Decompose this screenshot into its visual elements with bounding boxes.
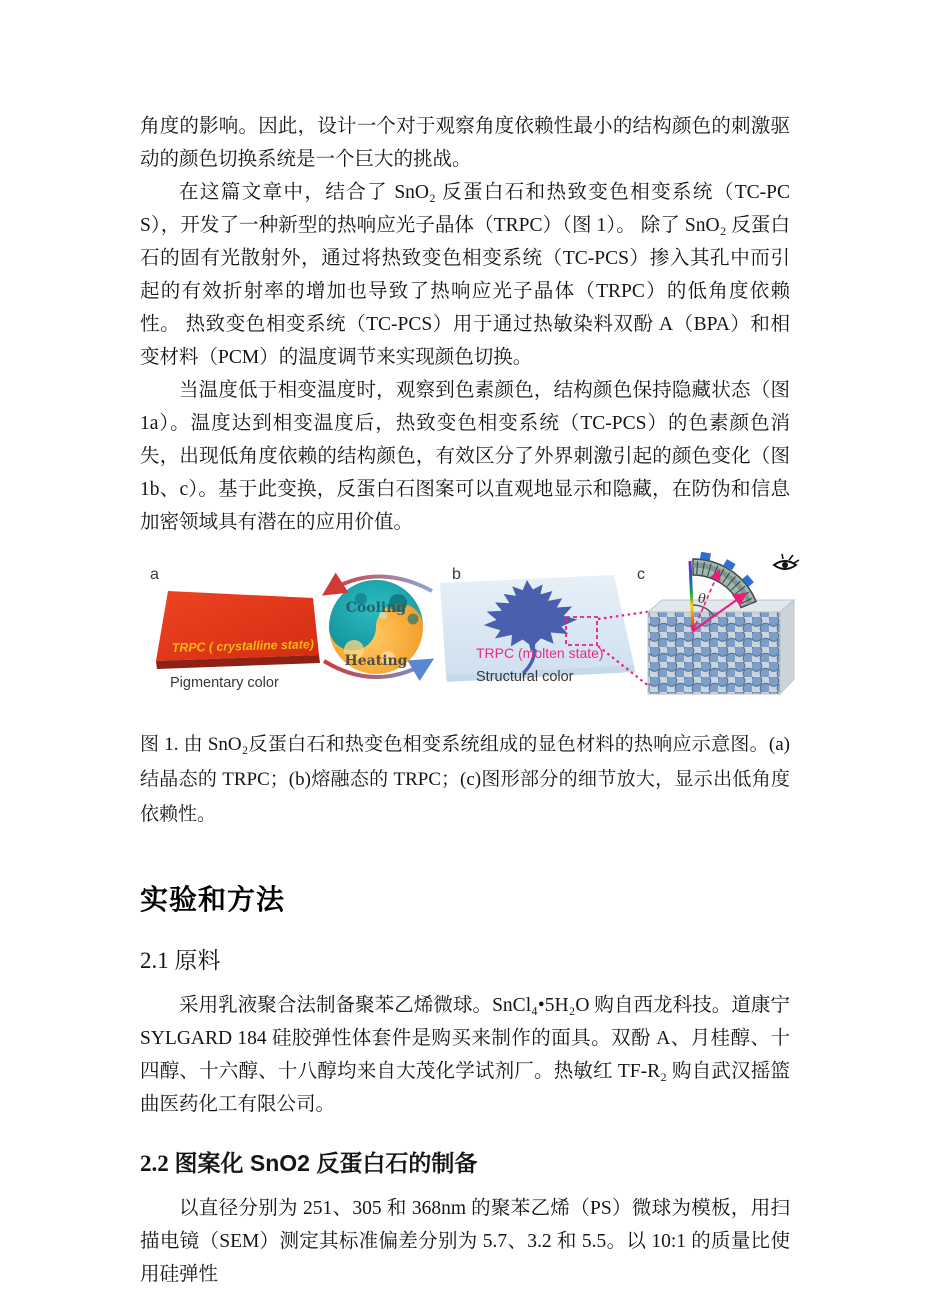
trpc-crystalline-slab: [156, 591, 320, 669]
panel-b-label: b: [452, 566, 461, 583]
paragraph-intro-continuation: 角度的影响。因此，设计一个对于观察角度依赖性最小的结构颜色的刺激驱动的颜色切换系统是一个巨大的挑战。: [140, 116, 790, 170]
paragraph-preparation: 以直径分别为 251、305 和 368nm 的聚苯乙烯（PS）微球为模板，用扫描电镜（SEM）测定其标准偏差分别为 5.7、3.2 和 5.5。以 10:1 的质量比使用硅弹性: [140, 1198, 790, 1285]
trpc-molten-slab: [440, 575, 635, 682]
slab-a-state-label: TRPC ( crystalline state): [171, 637, 316, 655]
figure-1-graphic: [140, 549, 800, 719]
subsection-2-1-title: 原料: [174, 948, 221, 973]
heating-label: Heating: [344, 653, 408, 669]
subsection-2-1: [140, 942, 790, 975]
pigmentary-color-label: Pigmentary color: [170, 675, 279, 691]
paragraph-temperature-behavior: 当温度低于相变温度时，观察到色素颜色，结构颜色保持隐藏状态（图 1a）。温度达到相变温度后，热致变色相变系统（TC-PCS）的色素颜色消失，出现低角度依赖的结构颜色，有效区分了外界刺激引起的颜色变化（图 1b、c）。基于此变换，反蛋白石图案可以直观地显示和隐藏，在防伪和信息加密领域具有潜在的应用价值。: [140, 380, 790, 533]
slab-b-state-label: TRPC (molten state): [476, 645, 604, 661]
inverse-opal-lattice: [648, 600, 794, 694]
panel-c-label: c: [637, 566, 645, 583]
paragraph-materials: 采用乳液聚合法制备聚苯乙烯微球。SnCl₄•5H₂O 购自西龙科技。道康宁 SYLGARD 184 硅胶弹性体套件是购买来制作的面具。双酚 A、月桂醇、十四醇、十六醇、十八醇均来自大茂化学试剂厂。热敏红 TF-R₂ 购自武汉摇篮曲医药化工有限公司。: [140, 995, 790, 1115]
cooling-heating-cycle-icon: [324, 576, 432, 677]
subsection-2-2-title: 图案化 SnO2 反蛋白石的制备: [174, 1150, 478, 1176]
structural-color-label: Structural color: [476, 669, 574, 685]
subsection-2-2: [140, 1145, 790, 1178]
figure-1: [140, 549, 790, 719]
section-heading-experiments: 实验和方法: [140, 884, 286, 915]
subsection-2-2-number: 2.2: [140, 1151, 169, 1176]
panel-a-label: a: [150, 566, 159, 583]
eye-icon: [774, 554, 799, 569]
cooling-label: Cooling: [345, 600, 407, 616]
subsection-2-1-number: 2.1: [140, 948, 169, 973]
figure-1-caption: 图 1. 由 SnO₂反蛋白石和热变色相变系统组成的显色材料的热响应示意图。(a)结晶态的 TRPC；(b)熔融态的 TRPC；(c)图形部分的细节放大，显示出低角度依赖性。: [140, 734, 790, 825]
paragraph-article-overview: 在这篇文章中，结合了 SnO₂ 反蛋白石和热致变色相变系统（TC-PCS），开发了一种新型的热响应光子晶体（TRPC）（图 1）。 除了 SnO₂ 反蛋白石的固有光散射外，通过将热致变色相变系统（TC-PCS）掺入其孔中而引起的有效折射率的增加也导致了热响应光子晶体（TRPC）的低角度依赖性。 热致变色相变系统（TC-PCS）用于通过热敏染料双酚 A（BPA）和相变材料（PCM）的温度调节来实现颜色切换。: [140, 182, 790, 368]
theta-symbol: θ: [698, 592, 706, 607]
